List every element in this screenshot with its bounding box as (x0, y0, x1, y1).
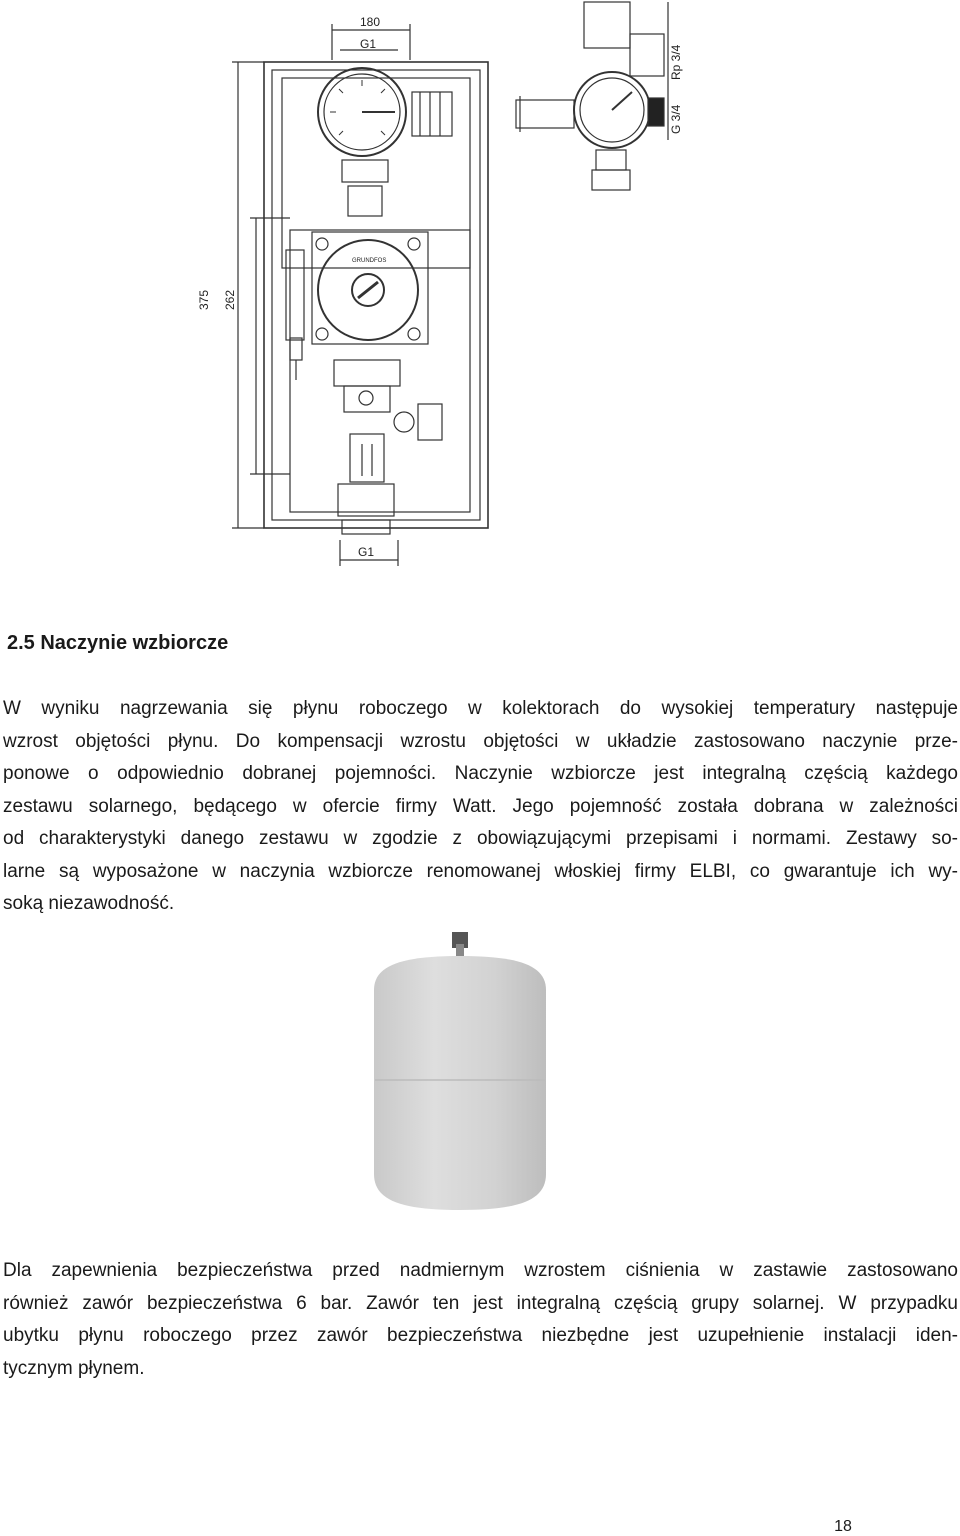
paragraph-safety-valve (3, 1255, 958, 1385)
side-label-rp: Rp 3/4 (669, 44, 683, 80)
paragraph-line: larne są wyposażone w naczynia wzbiorcze renomowanej włoskiej firmy ELBI, co gwarantuje ich wy- (3, 860, 958, 882)
page-number (0, 1518, 888, 1536)
paragraph-line: Dla zapewnienia bezpieczeństwa przed nadmiernym wzrostem ciśnienia w zastawie zastosowano (3, 1260, 958, 1281)
side-label-g: G 3/4 (669, 104, 683, 134)
paragraph-expansion-vessel (3, 693, 958, 921)
pump-brand-label: GRUNDFOS (352, 258, 387, 264)
paragraph-line: ubytku płynu roboczego przez zawór bezpieczeństwa niezbędne jest uzupełnienie instalacji iden- (3, 1325, 958, 1346)
paragraph-line: wzrost objętości płynu. Do kompensacji wzrostu objętości w układzie zastosowano naczynie prze- (3, 730, 958, 752)
paragraph-line: od charakterystyki danego zestawu w zgodzie z obowiązującymi przepisami i normami. Zestawy so- (3, 828, 958, 849)
dim-width-label: 180 (360, 15, 381, 29)
section-heading: 2.5 Naczynie wzbiorcze (7, 632, 229, 654)
page-number-text: 18 (834, 1518, 852, 1535)
solar-group-technical-drawing (0, 0, 960, 580)
paragraph-line: ponowe o odpowiednio dobranej pojemności. Naczynie wzbiorcze jest integralną częścią każdego (3, 763, 958, 784)
thread-bottom-label: G1 (358, 545, 375, 559)
thread-top-label: G1 (360, 37, 377, 51)
paragraph-line: również zawór bezpieczeństwa 6 bar. Zawór ten jest integralną częścią grupy solarnej. W przypadku (3, 1292, 958, 1314)
dim-height-total-label: 375 (197, 289, 211, 310)
paragraph-line: zestawu solarnego, będącego w ofercie firmy Watt. Jego pojemność została dobrana w zależności (3, 795, 958, 817)
expansion-vessel-image (360, 930, 560, 1220)
paragraph-line: W wyniku nagrzewania się płynu roboczego w kolektorach do wysokiej temperatury następuje (3, 698, 958, 719)
paragraph-line: soką niezawodność. (3, 893, 175, 914)
paragraph-line: tycznym płynem. (3, 1357, 145, 1379)
dim-height-inner-label: 262 (223, 289, 237, 310)
